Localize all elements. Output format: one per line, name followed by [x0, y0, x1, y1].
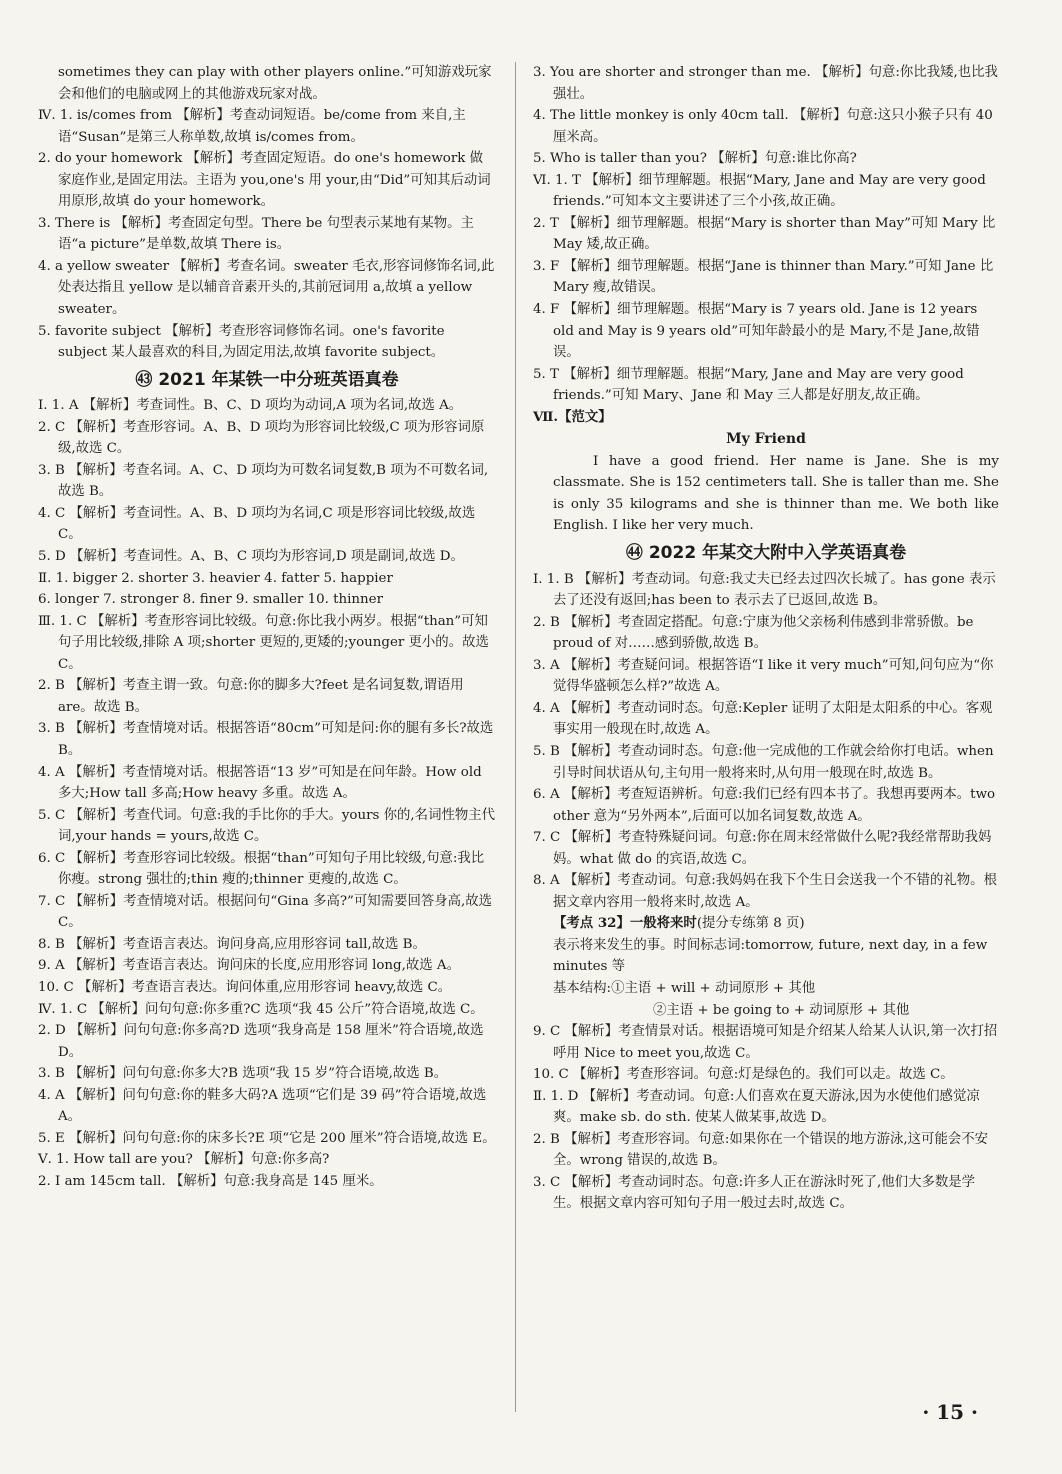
exam44-sec1-item5: 5. B 【解析】考查动词时态。句意:他一完成他的工作就会给你打电话。when 引导时间状语从句,主句用一般将来时,从句用一般现在时,故选 B。	[533, 743, 994, 781]
left-sec4-item4: 4. a yellow sweater 【解析】考查名词。sweater 毛衣,形容词修饰名词,此处表达指且 yellow 是以辅音音素开头的,其前冠词用 a,故填 a yellow sweater。	[38, 258, 495, 318]
note-line-2: 基本结构:①主语 + will + 动词原形 + 其他	[553, 980, 816, 996]
note-line-3: ②主语 + be going to + 动词原形 + 其他	[653, 1002, 910, 1018]
exam43-sec1-item3: 3. B 【解析】考查名词。A、C、D 项均为可数名词复数,B 项为不可数名词,故选 B。	[38, 462, 489, 500]
left-sec4-item3: 3. There is 【解析】考查固定句型。There be 句型表示某地有某物。主语“a picture”是单数,故填 There is。	[38, 215, 474, 253]
exam43-sec1-item5: 5. D 【解析】考查词性。A、B、C 项均为形容词,D 项是副词,故选 D。	[38, 549, 464, 565]
exam44-sec1-item9: 9. C 【解析】考查情景对话。根据语境可知是介绍某人给某人认识,第一次打招呼用 Nice to meet you,故选 C。	[533, 1024, 998, 1061]
exam43-sec6-item4: 4. F 【解析】细节理解题。根据“Mary is 7 years old. Jane is 12 years old and May is 9 years old”可知年龄最小的是 Mary,不是 Jane,故错误。	[533, 302, 980, 361]
exam44-sec1-item2: 2. B 【解析】考查固定搭配。句意:宁康为他父亲杨利伟感到非常骄傲。be proud of 对……感到骄傲,故选 B。	[533, 614, 974, 652]
exam43-sec3-item7: 7. C 【解析】考查情境对话。根据问句“Gina 多高?”可知需要回答身高,故选 C。	[38, 893, 493, 931]
exam44-sec1-item1: Ⅰ. 1. B 【解析】考查动词。句意:我丈夫已经去过四次长城了。has gone 表示去了还没有返回;has been to 表示去了已返回,故选 B。	[533, 571, 996, 609]
exam44-sec1-item3: 3. A 【解析】考查疑问词。根据答语“I like it very much”可知,问句应为“你觉得华盛顿怎么样?”故选 A。	[533, 657, 994, 695]
left-sec4-item2: 2. do your homework 【解析】考查固定短语。do one's homework 做家庭作业,是固定用法。主语为 you,one's 用 your,由“Did”可知其后动词用原形,故填 do your homework。	[38, 151, 491, 210]
exam44-sec1-item8: 8. A 【解析】考查动词。句意:我妈妈在我下个生日会送我一个不错的礼物。根据文章内容用一般将来时,故选 A。	[533, 873, 997, 910]
exam-44-heading: ㊹ 2022 年某交大附中入学英语真卷	[625, 543, 907, 564]
essay-title: My Friend	[726, 431, 806, 448]
exam43-sec5-item4: 4. The little monkey is only 40cm tall. 【解析】句意:这只小猴子只有 40 厘米高。	[533, 108, 993, 145]
exam44-sec1-item7: 7. C 【解析】考查特殊疑问词。句意:你在周末经常做什么呢?我经常帮助我妈妈。what 做 do 的宾语,故选 C。	[533, 830, 992, 867]
note-heading: 【考点 32】一般将来时	[553, 915, 697, 932]
exam-43-heading: ㊸ 2021 年某铁一中分班英语真卷	[135, 369, 399, 390]
exam44-sec1-item10: 10. C 【解析】考查形容词。句意:灯是绿色的。我们可以走。故选 C。	[533, 1067, 954, 1083]
exam43-sec1-item1: Ⅰ. 1. A 【解析】考查词性。B、C、D 项均为动词,A 项为名词,故选 A。	[38, 398, 463, 414]
note-line-1: 表示将来发生的事。时间标志词:tomorrow, future, next day, in a few minutes 等	[553, 937, 988, 975]
exam43-sec3-item9: 9. A 【解析】考查语言表达。询问床的长度,应用形容词 long,故选 A。	[38, 958, 460, 974]
exam43-sec1-item2: 2. C 【解析】考查形容词。A、B、D 项均为形容词比较级,C 项为形容词原级,故选 C。	[38, 419, 485, 457]
exam44-sec2-item1: Ⅱ. 1. D 【解析】考查动词。句意:人们喜欢在夏天游泳,因为水使他们感觉凉爽。make sb. do sth. 使某人做某事,故选 D。	[533, 1088, 980, 1126]
page-number: · 15 ·	[922, 1400, 978, 1424]
grammar-note	[533, 913, 999, 1021]
exam44-sec1-item4: 4. A 【解析】考查动词时态。句意:Kepler 证明了太阳是太阳系的中心。客观事实用一般现在时,故选 A。	[533, 700, 993, 738]
exam43-sec6-item2: 2. T 【解析】细节理解题。根据“Mary is shorter than May”可知 Mary 比 May 矮,故正确。	[533, 215, 996, 253]
exam43-sec4-item3: 3. B 【解析】问句句意:你多大?B 选项“我 15 岁”符合语境,故选 B。	[38, 1066, 448, 1082]
right-column	[533, 62, 999, 1215]
exam43-sec4-item5: 5. E 【解析】问句句意:你的床多长?E 项“它是 200 厘米”符合语境,故选 E。	[38, 1130, 496, 1146]
exam43-sec2-row1: Ⅱ. 1. bigger 2. shorter 3. heavier 4. fatter 5. happier	[38, 570, 393, 586]
exam43-sec3-item2: 2. B 【解析】考查主谓一致。句意:你的脚多大?feet 是名词复数,谓语用 are。故选 B。	[38, 678, 464, 715]
exam43-sec3-item1: Ⅲ. 1. C 【解析】考查形容词比较级。句意:你比我小两岁。根据“than”可知句子用比较级,排除 A 项;shorter 更短的,更矮的;younger 更小的。故选 C。	[38, 613, 489, 672]
exam44-sec1-item6: 6. A 【解析】考查短语辨析。句意:我们已经有四本书了。我想再要两本。two other 意为“另外两本”,后面可以加名词复数,故选 A。	[533, 787, 996, 824]
exam44-sec2-item2: 2. B 【解析】考查形容词。句意:如果你在一个错误的地方游泳,这可能会不安全。wrong 错误的,故选 B。	[533, 1131, 989, 1169]
exam43-sec1-item4: 4. C 【解析】考查词性。A、B、D 项均为名词,C 项是形容词比较级,故选 C。	[38, 505, 476, 543]
exam44-sec2-item3: 3. C 【解析】考查动词时态。句意:许多人正在游泳时死了,他们大多数是学生。根据文章内容可知句子用一般过去时,故选 C。	[533, 1174, 976, 1212]
exam43-sec4-item2: 2. D 【解析】问句句意:你多高?D 选项“我身高是 158 厘米”符合语境,故选 D。	[38, 1023, 484, 1060]
essay-body: I have a good friend. Her name is Jane. She is my classmate. She is 152 centimeters tall. She is taller than me. She is only 35 kilograms and she is thinner than me. We both like English. I like her very much.	[553, 453, 999, 534]
exam43-sec2-row2: 6. longer 7. stronger 8. finer 9. smaller 10. thinner	[38, 592, 383, 608]
exam43-sec3-item4: 4. A 【解析】考查情境对话。根据答语“13 岁”可知是在问年龄。How old 多大;How tall 多高;How heavy 多重。故选 A。	[38, 764, 482, 802]
exam43-sec5-item5: 5. Who is taller than you? 【解析】句意:谁比你高?	[533, 151, 857, 167]
exam43-sec3-item8: 8. B 【解析】考查语言表达。询问身高,应用形容词 tall,故选 B。	[38, 936, 426, 952]
exam43-sec6-item5: 5. T 【解析】细节理解题。根据“Mary, Jane and May are very good friends.”可知 Mary、Jane 和 May 三人都是好朋友,故正确。	[533, 366, 964, 404]
note-reference: (提分专练第 8 页)	[696, 916, 805, 932]
exam43-sec5-item3: 3. You are shorter and stronger than me. 【解析】句意:你比我矮,也比我强壮。	[533, 65, 998, 102]
exam43-sec6-item1: Ⅵ. 1. T 【解析】细节理解题。根据“Mary, Jane and May are very good friends.”可知本文主要讲述了三个小孩,故正确。	[533, 172, 986, 210]
exam43-sec3-item6: 6. C 【解析】考查形容词比较级。根据“than”可知句子用比较级,句意:我比你瘦。strong 强壮的;thin 瘦的;thinner 更瘦的,故选 C。	[38, 850, 485, 888]
exam43-sec5-item2: 2. I am 145cm tall. 【解析】句意:我身高是 145 厘米。	[38, 1173, 383, 1189]
exam43-sec6-item3: 3. F 【解析】细节理解题。根据“Jane is thinner than Mary.”可知 Jane 比 Mary 瘦,故错误。	[533, 258, 994, 296]
left-sec4-item1: Ⅳ. 1. is/comes from 【解析】考查动词短语。be/come from 来自,主语“Susan”是第三人称单数,故填 is/comes from。	[38, 108, 466, 145]
left-sec4-item5: 5. favorite subject 【解析】考查形容词修饰名词。one's favorite subject 某人最喜欢的科目,为固定用法,故填 favorite subject。	[38, 323, 445, 361]
exam43-sec3-item5: 5. C 【解析】考查代词。句意:我的手比你的手大。yours 你的,名词性物主代词,your hands = yours,故选 C。	[38, 807, 496, 845]
exam43-sec3-item10: 10. C 【解析】考查语言表达。询问体重,应用形容词 heavy,故选 C。	[38, 979, 452, 995]
left-column	[38, 62, 496, 1192]
exam43-sec4-item4: 4. A 【解析】问句句意:你的鞋多大码?A 选项“它们是 39 码”符合语境,故选 A。	[38, 1087, 487, 1125]
column-divider	[515, 62, 516, 1412]
exam43-sec7-label: Ⅶ.【范文】	[533, 408, 612, 425]
intro-text: sometimes they can play with other players online.”可知游戏玩家会和他们的电脑或网上的其他游戏玩家对战。	[58, 65, 492, 102]
exam43-sec4-item1: Ⅳ. 1. C 【解析】问句句意:你多重?C 选项“我 45 公斤”符合语境,故选 C。	[38, 1001, 484, 1017]
exam43-sec5-item1: Ⅴ. 1. How tall are you? 【解析】句意:你多高?	[38, 1152, 330, 1168]
exam43-sec3-item3: 3. B 【解析】考查情境对话。根据答语“80cm”可知是问:你的腿有多长?故选 B。	[38, 721, 494, 758]
